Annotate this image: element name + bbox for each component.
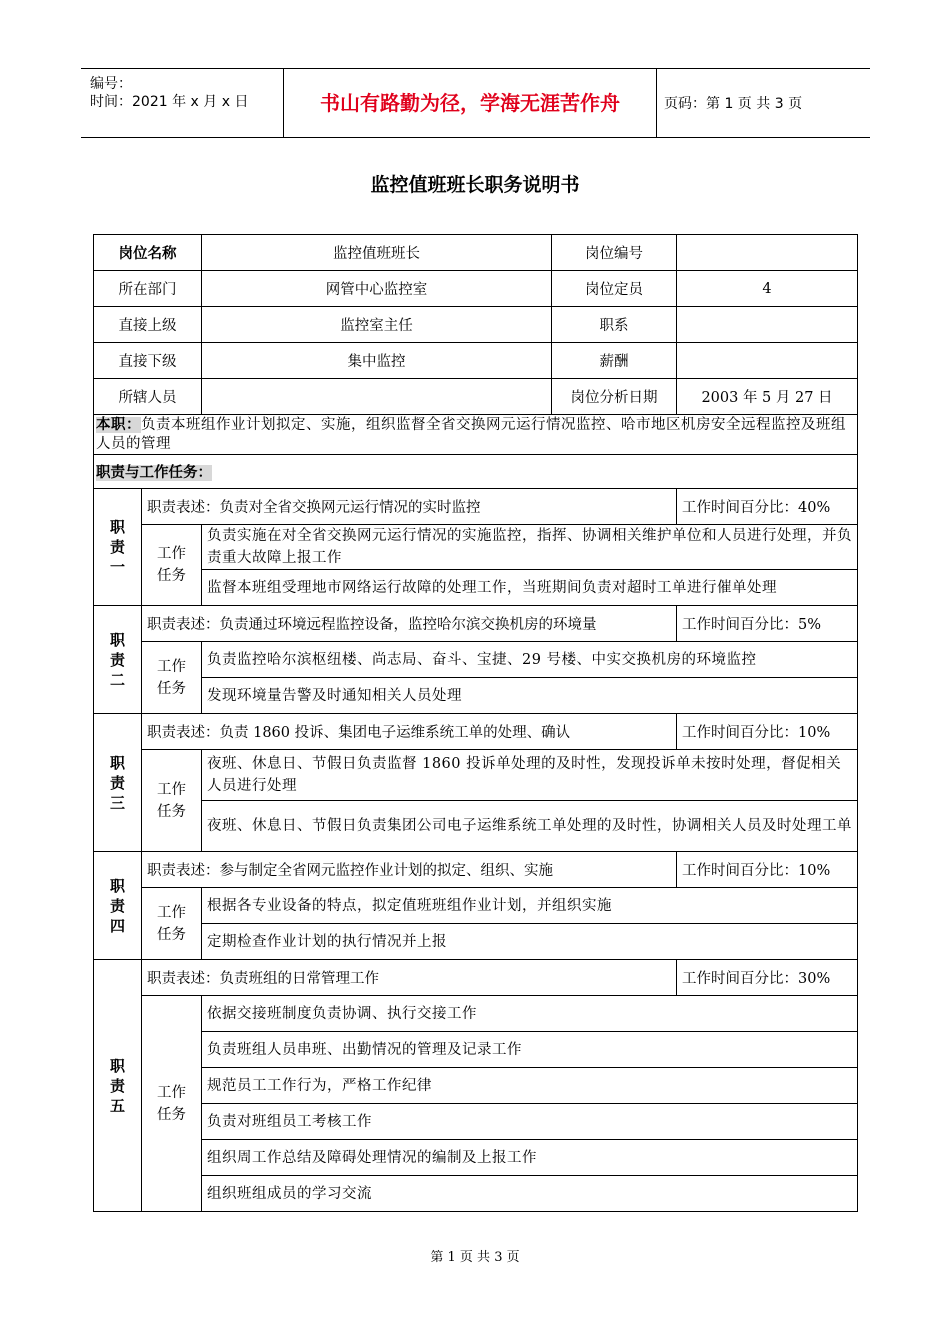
info-value [677,307,858,343]
task-text: 根据各专业设备的特点，拟定值班班组作业计划，并组织实施 [202,888,858,924]
info-value: 集中监控 [202,343,552,379]
duty-label: 职 责 三 [94,714,142,852]
info-key: 直接上级 [94,307,202,343]
info-key: 职系 [552,307,677,343]
header-left [81,69,282,137]
benzhi-text: 负责本班组作业计划拟定、实施，组织监督全省交换网元运行情况监控、哈市地区机房安全远程监控及班组人员的管理 [96,416,846,452]
info-value: 监控值班班长 [202,235,552,271]
duty-percent: 工作时间百分比：10% [677,852,858,888]
task-label: 工作 任务 [142,888,202,960]
info-key: 岗位编号 [552,235,677,271]
info-key: 所辖人员 [94,379,202,415]
document-title: 监控值班班长职务说明书 [370,174,580,196]
task-text: 负责对班组员工考核工作 [202,1104,858,1140]
task-row [94,888,858,924]
info-value [677,235,858,271]
duty-desc-row [94,606,858,642]
info-key: 所在部门 [94,271,202,307]
section-title: 职责与工作任务： [96,465,212,481]
header-motto: 书山有路勤为径，学海无涯苦作舟 [283,69,657,137]
number-label: 编号： [90,76,132,92]
task-text: 监督本班组受理地市网络运行故障的处理工作，当班期间负责对超时工单进行催单处理 [202,570,858,606]
job-description-table [93,234,858,1212]
time-label: 时间：2021 年 x 月 x 日 [90,94,249,110]
duty-label: 职 责 二 [94,606,142,714]
task-text: 夜班、休息日、节假日负责集团公司电子运维系统工单处理的及时性，协调相关人员及时处理工单 [202,801,858,852]
task-row [94,1032,858,1068]
duty-percent: 工作时间百分比：10% [677,714,858,750]
duty-desc: 职责表述：参与制定全省网元监控作业计划的拟定、组织、实施 [142,852,677,888]
info-value: 网管中心监控室 [202,271,552,307]
task-row [94,801,858,852]
info-key: 岗位定员 [552,271,677,307]
task-text: 组织周工作总结及障碍处理情况的编制及上报工作 [202,1140,858,1176]
section-title-row [94,455,858,489]
task-row [94,525,858,570]
task-row [94,996,858,1032]
benzhi-cell [94,415,858,455]
info-row [94,343,858,379]
duty-desc: 职责表述：负责对全省交换网元运行情况的实时监控 [142,489,677,525]
task-text: 负责监控哈尔滨枢纽楼、尚志局、奋斗、宝捷、29 号楼、中实交换机房的环境监控 [202,642,858,678]
duty-desc: 职责表述：负责通过环境远程监控设备，监控哈尔滨交换机房的环境量 [142,606,677,642]
benzhi-row [94,415,858,455]
info-row [94,271,858,307]
task-text: 依据交接班制度负责协调、执行交接工作 [202,996,858,1032]
task-text: 发现环境量告警及时通知相关人员处理 [202,678,858,714]
task-label: 工作 任务 [142,642,202,714]
duty-label: 职 责 四 [94,852,142,960]
task-label: 工作 任务 [142,750,202,852]
task-text: 定期检查作业计划的执行情况并上报 [202,924,858,960]
info-value: 4 [677,271,858,307]
page-footer: 第 1 页 共 3 页 [430,1250,520,1265]
info-key: 岗位名称 [94,235,202,271]
duty-label: 职 责 一 [94,489,142,606]
duty-desc: 职责表述：负责班组的日常管理工作 [142,960,677,996]
info-row [94,379,858,415]
task-label: 工作 任务 [142,525,202,606]
task-row [94,750,858,801]
duty-desc-row [94,489,858,525]
duty-percent: 工作时间百分比：40% [677,489,858,525]
duty-desc-row [94,852,858,888]
duty-percent: 工作时间百分比：30% [677,960,858,996]
duty-label: 职 责 五 [94,960,142,1212]
page-header [81,68,870,138]
task-row [94,924,858,960]
task-row [94,1104,858,1140]
task-row [94,1176,858,1212]
task-text: 组织班组成员的学习交流 [202,1176,858,1212]
task-text: 规范员工工作行为，严格工作纪律 [202,1068,858,1104]
task-text: 负责实施在对全省交换网元运行情况的实施监控，指挥、协调相关维护单位和人员进行处理，并负责重大故障上报工作 [202,525,858,570]
task-text: 负责班组人员串班、出勤情况的管理及记录工作 [202,1032,858,1068]
info-value [202,379,552,415]
info-key: 薪酬 [552,343,677,379]
task-row [94,1140,858,1176]
benzhi-label: 本职： [96,416,141,433]
task-row [94,642,858,678]
task-text: 夜班、休息日、节假日负责监督 1860 投诉单处理的及时性，发现投诉单未按时处理，督促相关人员进行处理 [202,750,858,801]
task-label: 工作 任务 [142,996,202,1212]
task-row [94,1068,858,1104]
task-row [94,570,858,606]
duty-desc-row [94,714,858,750]
duty-desc: 职责表述：负责 1860 投诉、集团电子运维系统工单的处理、确认 [142,714,677,750]
info-key: 直接下级 [94,343,202,379]
info-row [94,307,858,343]
info-key: 岗位分析日期 [552,379,677,415]
header-page-number: 页码：第 1 页 共 3 页 [664,96,803,112]
info-value: 监控室主任 [202,307,552,343]
info-value: 2003 年 5 月 27 日 [677,379,858,415]
task-row [94,678,858,714]
duty-desc-row [94,960,858,996]
info-row [94,235,858,271]
info-value [677,343,858,379]
duty-percent: 工作时间百分比：5% [677,606,858,642]
